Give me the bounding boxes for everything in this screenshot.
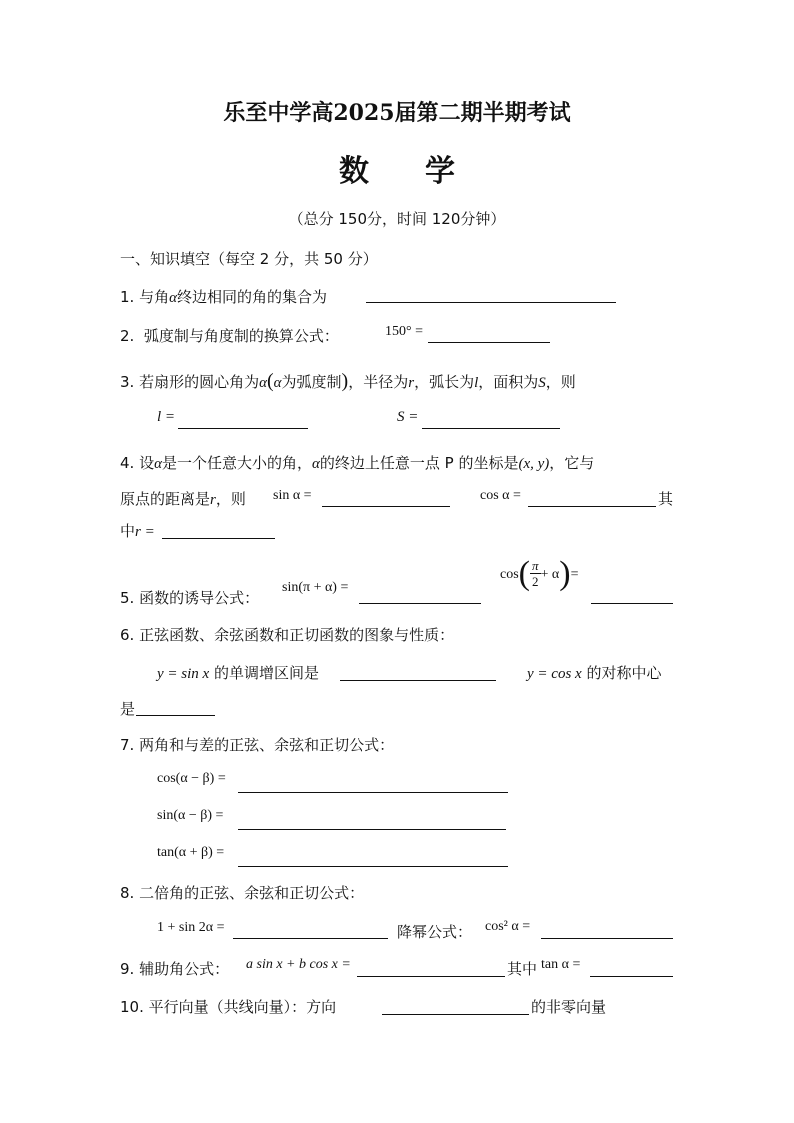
question-number: 7. <box>120 736 135 754</box>
math-var: α <box>169 290 177 306</box>
answer-blank[interactable] <box>340 680 496 681</box>
math-var: α <box>154 456 162 472</box>
question-4 <box>120 452 594 473</box>
answer-blank[interactable] <box>428 342 550 343</box>
math-var: α <box>312 456 320 472</box>
question-text: 的非零向量 <box>531 998 607 1016</box>
question-1 <box>120 286 327 307</box>
math-formula: cos² α = <box>485 919 531 934</box>
math-var: l <box>474 375 479 391</box>
math-formula: a sin x + b cos x = <box>246 957 351 972</box>
question-text: 是一个任意大小的角， <box>161 454 312 472</box>
question-text: 为弧度制 <box>281 373 342 391</box>
question-number: 6. <box>120 626 135 644</box>
answer-blank[interactable] <box>162 538 275 539</box>
paren-close: ) <box>341 370 349 392</box>
answer-blank[interactable] <box>590 976 673 977</box>
question-text: ，面积为 <box>478 373 539 391</box>
math-expression: sin(π + α) = <box>282 580 349 595</box>
math-fn: cos <box>500 567 519 582</box>
answer-blank[interactable] <box>238 866 508 867</box>
question-10 <box>120 996 336 1017</box>
question-text: 二倍角的正弦、余弦和正切公式： <box>139 884 365 902</box>
paren-close: ) <box>559 554 571 592</box>
exam-info: （总分 150分，时间 120分钟） <box>288 210 506 228</box>
answer-blank[interactable] <box>233 938 388 939</box>
question-text: ，它与 <box>549 454 595 472</box>
question-text: 平行向量（共线向量）：方向 <box>148 998 337 1016</box>
answer-blank[interactable] <box>359 603 481 604</box>
math-expression: 150° = <box>385 324 423 339</box>
paren-open: ( <box>266 370 274 392</box>
answer-blank[interactable] <box>322 506 450 507</box>
question-number: 1. <box>120 288 135 306</box>
question-number: 9. <box>120 960 135 978</box>
question-4-line-2 <box>120 488 246 509</box>
math-expression-cos-frac <box>500 554 579 592</box>
question-text: ，半径为 <box>348 373 409 391</box>
question-5 <box>120 587 259 608</box>
question-text: ，弧长为 <box>414 373 475 391</box>
math-var: α <box>259 375 267 391</box>
math-var: r <box>408 375 415 391</box>
math-formula: 1 + sin 2α = <box>157 920 225 935</box>
question-text: 正弦函数、余弦函数和正切函数的图象与性质： <box>139 626 455 644</box>
question-text: 终边相同的角的集合为 <box>176 288 327 306</box>
math-expression: r = <box>135 524 155 540</box>
question-number: 5. <box>120 589 135 607</box>
answer-blank[interactable] <box>178 428 308 429</box>
question-text: ，则 <box>215 490 246 508</box>
fraction-numerator: π <box>532 558 539 573</box>
answer-blank[interactable] <box>366 302 616 303</box>
math-var: r <box>210 492 216 508</box>
answer-blank[interactable] <box>422 428 560 429</box>
answer-blank[interactable] <box>238 829 506 830</box>
math-formula: cos(α − β) = <box>157 771 226 786</box>
math-formula: tan(α + β) = <box>157 845 225 860</box>
question-9 <box>120 958 229 979</box>
question-number: 2. <box>120 327 135 345</box>
question-text: 若扇形的圆心角为 <box>139 373 260 391</box>
math-formula: sin(α − β) = <box>157 808 224 823</box>
question-6 <box>120 624 454 645</box>
school-exam-title: 乐至中学高2025届第二期半期考试 <box>223 100 571 126</box>
question-text: 其 <box>658 490 674 508</box>
question-text: 两角和与差的正弦、余弦和正切公式： <box>139 736 395 754</box>
subject-title: 数学 <box>339 154 511 189</box>
question-4-line-3 <box>120 520 155 541</box>
question-text: 与角 <box>139 288 170 306</box>
question-text: 设 <box>139 454 155 472</box>
math-var: α <box>273 375 282 391</box>
question-number: 8. <box>120 884 135 902</box>
question-text: 其中 <box>507 960 538 978</box>
math-eq: = <box>570 567 579 582</box>
question-text: ，则 <box>545 373 576 391</box>
question-text: 辅助角公式： <box>139 960 230 978</box>
section-heading: 一、知识填空（每空 2 分，共 50 分） <box>120 250 378 268</box>
question-text: 函数的诱导公式： <box>139 589 260 607</box>
question-text: 中 <box>120 522 136 540</box>
math-expression: sin α = <box>273 488 312 503</box>
question-text: 是 <box>120 700 136 718</box>
question-2 <box>120 325 339 346</box>
math-term: + α <box>540 567 560 582</box>
answer-blank[interactable] <box>238 792 508 793</box>
question-text: 弧度制与角度制的换算公式： <box>143 327 339 345</box>
math-expression: cos α = <box>480 488 521 503</box>
math-expression: l = <box>157 409 176 425</box>
math-expression: y = cos x <box>527 666 582 682</box>
answer-blank[interactable] <box>357 976 505 977</box>
question-text: 降幂公式： <box>397 923 473 941</box>
fraction-denominator: 2 <box>532 574 539 589</box>
paren-open: ( <box>518 554 530 592</box>
math-var: S <box>538 375 546 391</box>
question-8 <box>120 882 364 903</box>
answer-blank[interactable] <box>591 603 673 604</box>
question-6-line-2 <box>157 662 319 683</box>
question-text: 原点的距离是 <box>120 490 211 508</box>
question-text: 的单调增区间是 <box>213 664 319 682</box>
math-expression: y = sin x <box>157 666 210 682</box>
answer-blank[interactable] <box>541 938 673 939</box>
question-text: 的终边上任意一点 P 的坐标是 <box>319 454 519 472</box>
question-number: 3. <box>120 373 135 391</box>
math-expression: S = <box>397 409 419 425</box>
math-fraction <box>530 558 541 589</box>
answer-blank[interactable] <box>136 715 215 716</box>
math-formula: tan α = <box>541 957 581 972</box>
question-number: 10. <box>120 998 144 1016</box>
question-number: 4. <box>120 454 135 472</box>
question-text: 的对称中心 <box>586 664 662 682</box>
question-3 <box>120 370 576 393</box>
answer-blank[interactable] <box>528 506 656 507</box>
question-6-line-2b <box>527 662 661 683</box>
math-point: (x, y) <box>518 456 550 472</box>
question-7 <box>120 734 394 755</box>
answer-blank[interactable] <box>382 1014 529 1015</box>
